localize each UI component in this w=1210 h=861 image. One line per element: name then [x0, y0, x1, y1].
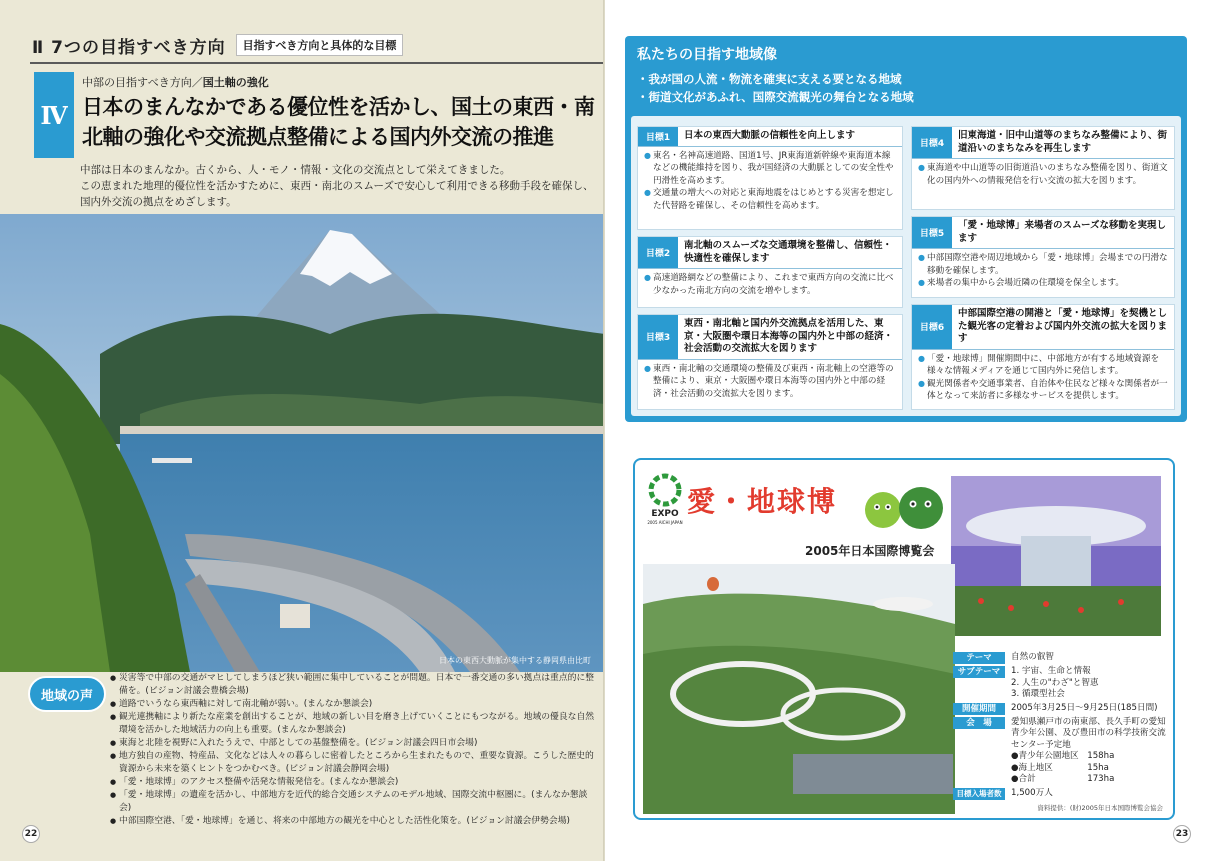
goal-header — [638, 237, 902, 269]
chapter-title: Ⅱ 7つの目指すべき方向 — [32, 37, 226, 58]
list-item: ● 交通量の増大への対応と東海地震をはじめとする災害を想定した代替路を確保し、その信頼性を高めます。 — [644, 187, 896, 212]
info-key: サブテーマ — [953, 666, 1005, 678]
goal-items — [912, 159, 1174, 190]
list-item: ● 道路でいうなら東西軸に対して南北軸が弱い。(まんなか懇談会) — [110, 698, 598, 711]
goal-title: 日本の東西大動脈の信頼性を向上します — [684, 130, 856, 141]
goal-tag: 目標6 — [912, 305, 952, 349]
goal-title: 南北軸のスムーズな交通環境を整備し、信頼性・快適性を確保します — [684, 240, 893, 264]
goal-card-1 — [637, 126, 903, 230]
list-item: ● 高速道路網などの整備により、これまで東西方向の交流に比べ少なかった南北方向の交流を増やします。 — [644, 272, 896, 297]
expo-name: 愛・地球博 — [687, 485, 838, 518]
section-subtitle-bold: 国土軸の強化 — [202, 76, 269, 89]
expo-site-aerial-illustration — [643, 564, 955, 814]
voice-list — [110, 672, 598, 828]
info-row — [953, 717, 1167, 786]
goal-header — [912, 217, 1174, 249]
list-item: ● 来場者の集中から会場近隣の住環境を保全します。 — [918, 277, 1168, 290]
list-item: ● 東海道や中山道等の旧街道沿いのまちなみ整備を図り、街道文化の国内外への情報発信を行い交流の拡大を図ります。 — [918, 162, 1168, 187]
expo-box — [633, 458, 1175, 820]
info-key: テーマ — [953, 652, 1005, 664]
info-value: 1. 宇宙、生命と情報 2. 人生の"わざ"と智恵 3. 循環型社会 — [1011, 666, 1099, 699]
goal-tag: 目標3 — [638, 315, 678, 359]
goal-tag: 目標1 — [638, 127, 678, 146]
goal-tag: 目標2 — [638, 237, 678, 268]
info-value: 1,500万人 — [1011, 787, 1053, 798]
goal-card-2 — [637, 236, 903, 308]
list-item: ● 観光関係者や交通事業者、自治体や住民など様々な関係者が一体となって来訪者に多様なサービスを提供します。 — [918, 378, 1168, 403]
goals-grid — [631, 116, 1181, 416]
list-item: ● 「愛・地球博」開催期間中に、中部地方が有する地域資源を様々な情報メディアを通じて国内外に発信します。 — [918, 353, 1168, 378]
goal-card-4 — [911, 126, 1175, 210]
expo-logo-text: EXPO — [651, 509, 679, 519]
goal-title: 旧東海道・旧中山道等のまちなみ整備により、街道沿いのまちなみを再生します — [958, 130, 1168, 154]
goal-tag: 目標5 — [912, 217, 952, 248]
goal-tag: 目標4 — [912, 127, 952, 158]
chapter-header — [32, 34, 403, 56]
photo-caption: 日本の東西大動脈が集中する静岡県由比町 — [439, 656, 591, 665]
vision-list — [637, 70, 914, 106]
info-value: 自然の叡智 — [1011, 652, 1054, 662]
info-row — [953, 703, 1167, 715]
list-item: ● 東海と北陸を視野に入れたうえで、中部としての基盤整備を。(ビジョン討議会四日市会場) — [110, 737, 598, 750]
list-item: ● 「愛・地球博」のアクセス整備や活発な情報発信を。(まんなか懇談会) — [110, 776, 598, 789]
goal-card-5 — [911, 216, 1175, 298]
expo-logo-sub: 2005 AICHI JAPAN — [647, 520, 683, 525]
expo-ring-icon — [647, 472, 683, 532]
goal-header — [912, 305, 1174, 350]
chapter-divider — [30, 62, 605, 64]
page-number: 23 — [1173, 825, 1191, 843]
goals-panel — [625, 36, 1187, 422]
list-item: ● 地方独自の産物、特産品、文化などは人々の暮らしに密着したところから生まれたもので、重要な資源。こうした歴史的資源から未来を築くヒントをつかむべき。(ビジョン討議会静岡会場) — [110, 750, 598, 776]
goal-header — [638, 315, 902, 360]
list-item: ● 災害等で中部の交通がマヒしてしまうほど狭い範囲に集中していることが問題。日本で一番交通の多い拠点は重点的に整備を。(ビジョン討議会豊橋会場) — [110, 672, 598, 698]
image-credit: 資料提供：(財)2005年日本国際博覧会協会 — [1037, 804, 1163, 812]
panel-title: 私たちの目指す地域像 — [637, 47, 777, 63]
list-item: ・我が国の人流・物流を確実に支える要となる地域 — [637, 72, 902, 86]
list-item: ● 東名・名神高速道路、国道1号、JR東海道新幹線や東海道本線などの機能維持を図り、我が国経済の大動脈としての安全性や円滑性を高めます。 — [644, 150, 896, 188]
intro-line: 中部は日本のまんなか。古くから、人・モノ・情報・文化の交流点として栄えてきました。 — [80, 164, 511, 176]
mascot-icon — [857, 480, 947, 530]
list-item: ● 中部国際空港や周辺地域から「愛・地球博」会場までの円滑な移動を確保します。 — [918, 252, 1168, 277]
right-page — [605, 0, 1210, 861]
page-number: 22 — [22, 825, 40, 843]
intro-text — [80, 162, 596, 210]
list-item: ・街道文化があふれ、国際交流観光の舞台となる地域 — [637, 90, 914, 104]
info-key: 開催期間 — [953, 703, 1005, 715]
expo-label: 2005年日本国際博覧会 — [805, 544, 935, 558]
info-value: 愛知県瀬戸市の南東部、長久手町の愛知青少年公園、及び豊田市の科学技術交流センター予定地 ●青少年公園地区 158ha ●海上地区 15ha ●合計 173ha — [1011, 716, 1166, 784]
info-key: 目標入場者数 — [953, 788, 1005, 800]
goal-header — [638, 127, 902, 147]
section-number: Ⅳ — [34, 72, 74, 158]
mount-fuji-photo — [0, 214, 605, 672]
section-subtitle — [82, 74, 269, 90]
goal-header — [912, 127, 1174, 159]
voice-label: 地域の声 — [28, 676, 106, 712]
info-key: 会 場 — [953, 717, 1005, 729]
list-item: ● 中部国際空港、「愛・地球博」を通じ、将来の中部地方の観光を中心とした活性化策を。(ビジョン討議会伊勢会場) — [110, 815, 598, 828]
info-row — [953, 652, 1167, 664]
section-header — [34, 72, 605, 158]
goal-items — [912, 249, 1174, 293]
goal-card-6 — [911, 304, 1175, 410]
info-value: 2005年3月25日〜9月25日(185日間) — [1011, 702, 1158, 713]
goal-card-3 — [637, 314, 903, 410]
info-row — [953, 788, 1167, 800]
goal-items — [912, 350, 1174, 406]
info-row — [953, 666, 1167, 701]
goal-items — [638, 269, 902, 300]
goal-items — [638, 147, 902, 216]
section-subtitle-prefix: 中部の目指すべき方向／ — [82, 76, 203, 89]
goal-title: 「愛・地球博」来場者のスムーズな移動を実現します — [958, 220, 1167, 244]
landscape-illustration — [0, 214, 605, 672]
expo-info — [953, 652, 1167, 802]
list-item: ● 東西・南北軸の交通環境の整備及び東西・南北軸上の空港等の整備により、東京・大阪圏や環日本海等の国内外と中部の経済・社会活動の交流拡大を図ります。 — [644, 363, 896, 401]
expo-logo — [647, 472, 683, 536]
goal-title: 中部国際空港の開港と「愛・地球博」を契機とした観光客の定着および国内外交流の拡大を図ります — [958, 308, 1168, 344]
list-item: ● 観光連携軸により新たな産業を創出することが、地域の新しい目を磨き上げていくことにもつながる。地域の優良な自然環境を活かした地域活力の向上も重要。(まんなか懇談会) — [110, 711, 598, 737]
list-item: ● 「愛・地球博」の遺産を活かし、中部地方を近代的総合交通システムのモデル地域、国際交流中枢圏に。(まんなか懇談会) — [110, 789, 598, 815]
chapter-subtitle: 目指すべき方向と具体的な目標 — [236, 34, 404, 56]
goal-items — [638, 360, 902, 404]
goal-title: 東西・南北軸と国内外交流拠点を活用した、東京・大阪圏や環日本海等の国内外と中部の経済・社会活動の交流拡大を図ります — [684, 318, 894, 354]
intro-line: この恵まれた地理的優位性を活かすために、東西・南北のスムーズで安心して利用できる移動手段を確保し、国内外交流の拠点をめざします。 — [80, 180, 594, 208]
expo-pavilion-illustration — [951, 476, 1161, 636]
section-title: 日本のまんなかである優位性を活かし、国土の東西・南北軸の強化や交流拠点整備による国内外交流の推進 — [82, 95, 595, 149]
